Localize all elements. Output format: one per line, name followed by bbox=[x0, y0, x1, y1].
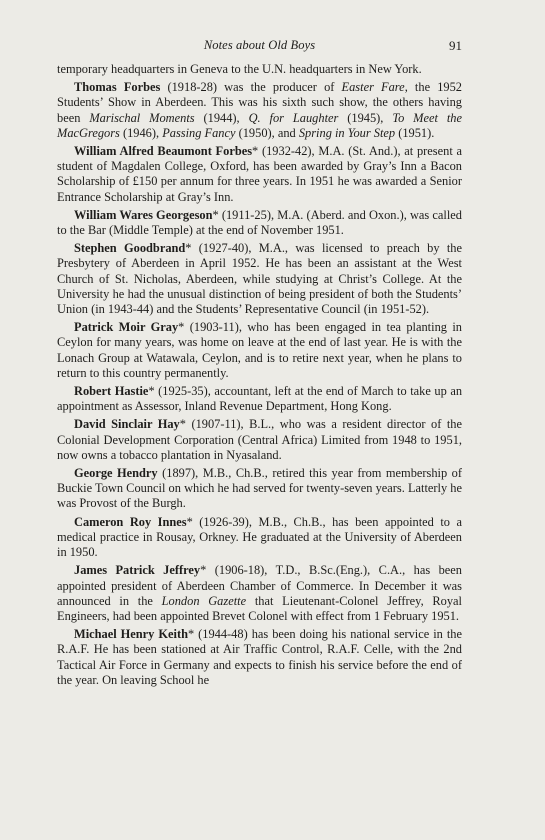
entry-name: Cameron Roy Innes bbox=[74, 514, 187, 529]
entry-stephen-goodbrand bbox=[57, 241, 462, 317]
entry-name: Michael Henry Keith bbox=[74, 627, 188, 642]
entry-text: , the 1952 Students’ Show in Aberdeen. This was his sixth such show, the others having been bbox=[57, 80, 463, 125]
show-title: Easter Fare bbox=[341, 80, 405, 95]
page-body bbox=[57, 62, 462, 688]
entry-text: * (1925-35), accountant, left at the end of March to take up an appointment as Assessor, Inland Revenue Department, Hong Kong. bbox=[57, 384, 463, 414]
entry-text: * (1906-18), T.D., B.Sc.(Eng.), C.A., has been appointed president of Aberdeen Chamber of Commerce. In December it was announced in the bbox=[57, 563, 463, 608]
entry-text: (1950), and bbox=[235, 125, 299, 140]
entry-name: Stephen Goodbrand bbox=[74, 241, 186, 256]
entry-text: * (1927-40), M.A., was licensed to preach by the Presbytery of Aberdeen in April 1952. He has been an assistant at the West Church of St. Nicholas, Aberdeen, while studying at Christ’s College. At the University he had the unusual distinction of being president of both the Students’ Union (in 1943-44) and the Students’ Representative Council (in 1951-52). bbox=[57, 241, 462, 317]
entry-text: that Lieutenant-Colonel Jeffrey, Royal Engineers, had been appointed Brevet Colonel with effect from 1 February 1951. bbox=[57, 593, 462, 623]
entry-text: (1946), bbox=[119, 125, 163, 140]
entry-text: * (1911-25), M.A. (Aberd. and Oxon.), was called to the Bar (Middle Temple) at the end of November 1951. bbox=[57, 207, 462, 238]
running-head bbox=[57, 38, 462, 56]
show-title: Q. for Laughter bbox=[248, 110, 339, 125]
entry-cameron-innes bbox=[57, 515, 462, 561]
show-title: Passing Fancy bbox=[162, 125, 236, 140]
show-title: Marischal Moments bbox=[89, 110, 195, 125]
entry-text: * (1926-39), M.B., Ch.B., has been appointed to a medical practice in Rousay, Orkney. He graduated at the University of Aberdeen in 1950. bbox=[57, 514, 462, 560]
entry-text: * (1907-11), B.L., who was a resident director of the Colonial Development Corporation (Central Africa) Limited from 1948 to 1951, now owns a tobacco plantation in Nyasaland. bbox=[57, 417, 462, 462]
entry-name: Patrick Moir Gray bbox=[74, 320, 179, 335]
entry-text: (1944), bbox=[194, 110, 249, 125]
show-title: To Meet the MacGregors bbox=[57, 110, 462, 140]
entry-name: David Sinclair Hay bbox=[74, 417, 180, 432]
entry-david-hay bbox=[57, 417, 462, 463]
entry-name: Thomas Forbes bbox=[74, 80, 161, 95]
entry-name: George Hendry bbox=[74, 466, 158, 481]
entry-robert-hastie bbox=[57, 384, 462, 414]
entry-patrick-gray bbox=[57, 320, 462, 381]
entry-michael-keith bbox=[57, 627, 462, 688]
entry-text: (1945), bbox=[338, 110, 393, 125]
paragraph-text: temporary headquarters in Geneva to the U.N. headquarters in New York. bbox=[57, 62, 422, 76]
entry-text: * (1932-42), M.A. (St. And.), at present a student of Magdalen College, Oxford, has been awarded by Gray’s Inn a Bacon Scholarship of £150 per annum for three years. In 1951 he was awarded a Senior Entrance Scholarship at Gray’s Inn. bbox=[57, 144, 462, 204]
entry-text: (1897), M.B., Ch.B., retired this year from membership of Buckie Town Council on which he had served for twenty-seven years. Latterly he was Provost of the Burgh. bbox=[57, 466, 462, 511]
show-title: Spring in Your Step bbox=[298, 125, 396, 140]
entry-william-forbes bbox=[57, 144, 462, 205]
entry-name: James Patrick Jeffrey bbox=[74, 563, 201, 578]
entry-george-hendry bbox=[57, 466, 462, 512]
entry-text: * (1944-48) has been doing his national service in the R.A.F. He has been stationed at Air Traffic Control, R.A.F. Celle, with the 2nd Tactical Air Force in Germany and expects to finish his service before the end of the year. On leaving School he bbox=[57, 627, 462, 687]
paragraph-continuation bbox=[57, 62, 462, 77]
entry-name: William Alfred Beaumont Forbes bbox=[74, 144, 253, 159]
entry-james-jeffrey bbox=[57, 563, 462, 624]
entry-william-georgeson bbox=[57, 208, 462, 238]
entry-text: (1951). bbox=[395, 125, 435, 140]
running-title: Notes about Old Boys bbox=[203, 38, 316, 52]
page-number: 91 bbox=[449, 38, 462, 53]
entry-name: Robert Hastie bbox=[74, 384, 149, 399]
entry-name: William Wares Georgeson bbox=[74, 207, 213, 222]
publication-title: London Gazette bbox=[161, 593, 247, 608]
entry-text: (1918-28) was the producer of bbox=[160, 80, 342, 95]
entry-thomas-forbes bbox=[57, 80, 462, 141]
entry-text: * (1903-11), who has been engaged in tea planting in Ceylon for many years, was home on leave at the end of last year. He is with the Lonach Group at Watawala, Ceylon, and is to retire next year, when he plans to return to this country permanently. bbox=[57, 320, 462, 380]
